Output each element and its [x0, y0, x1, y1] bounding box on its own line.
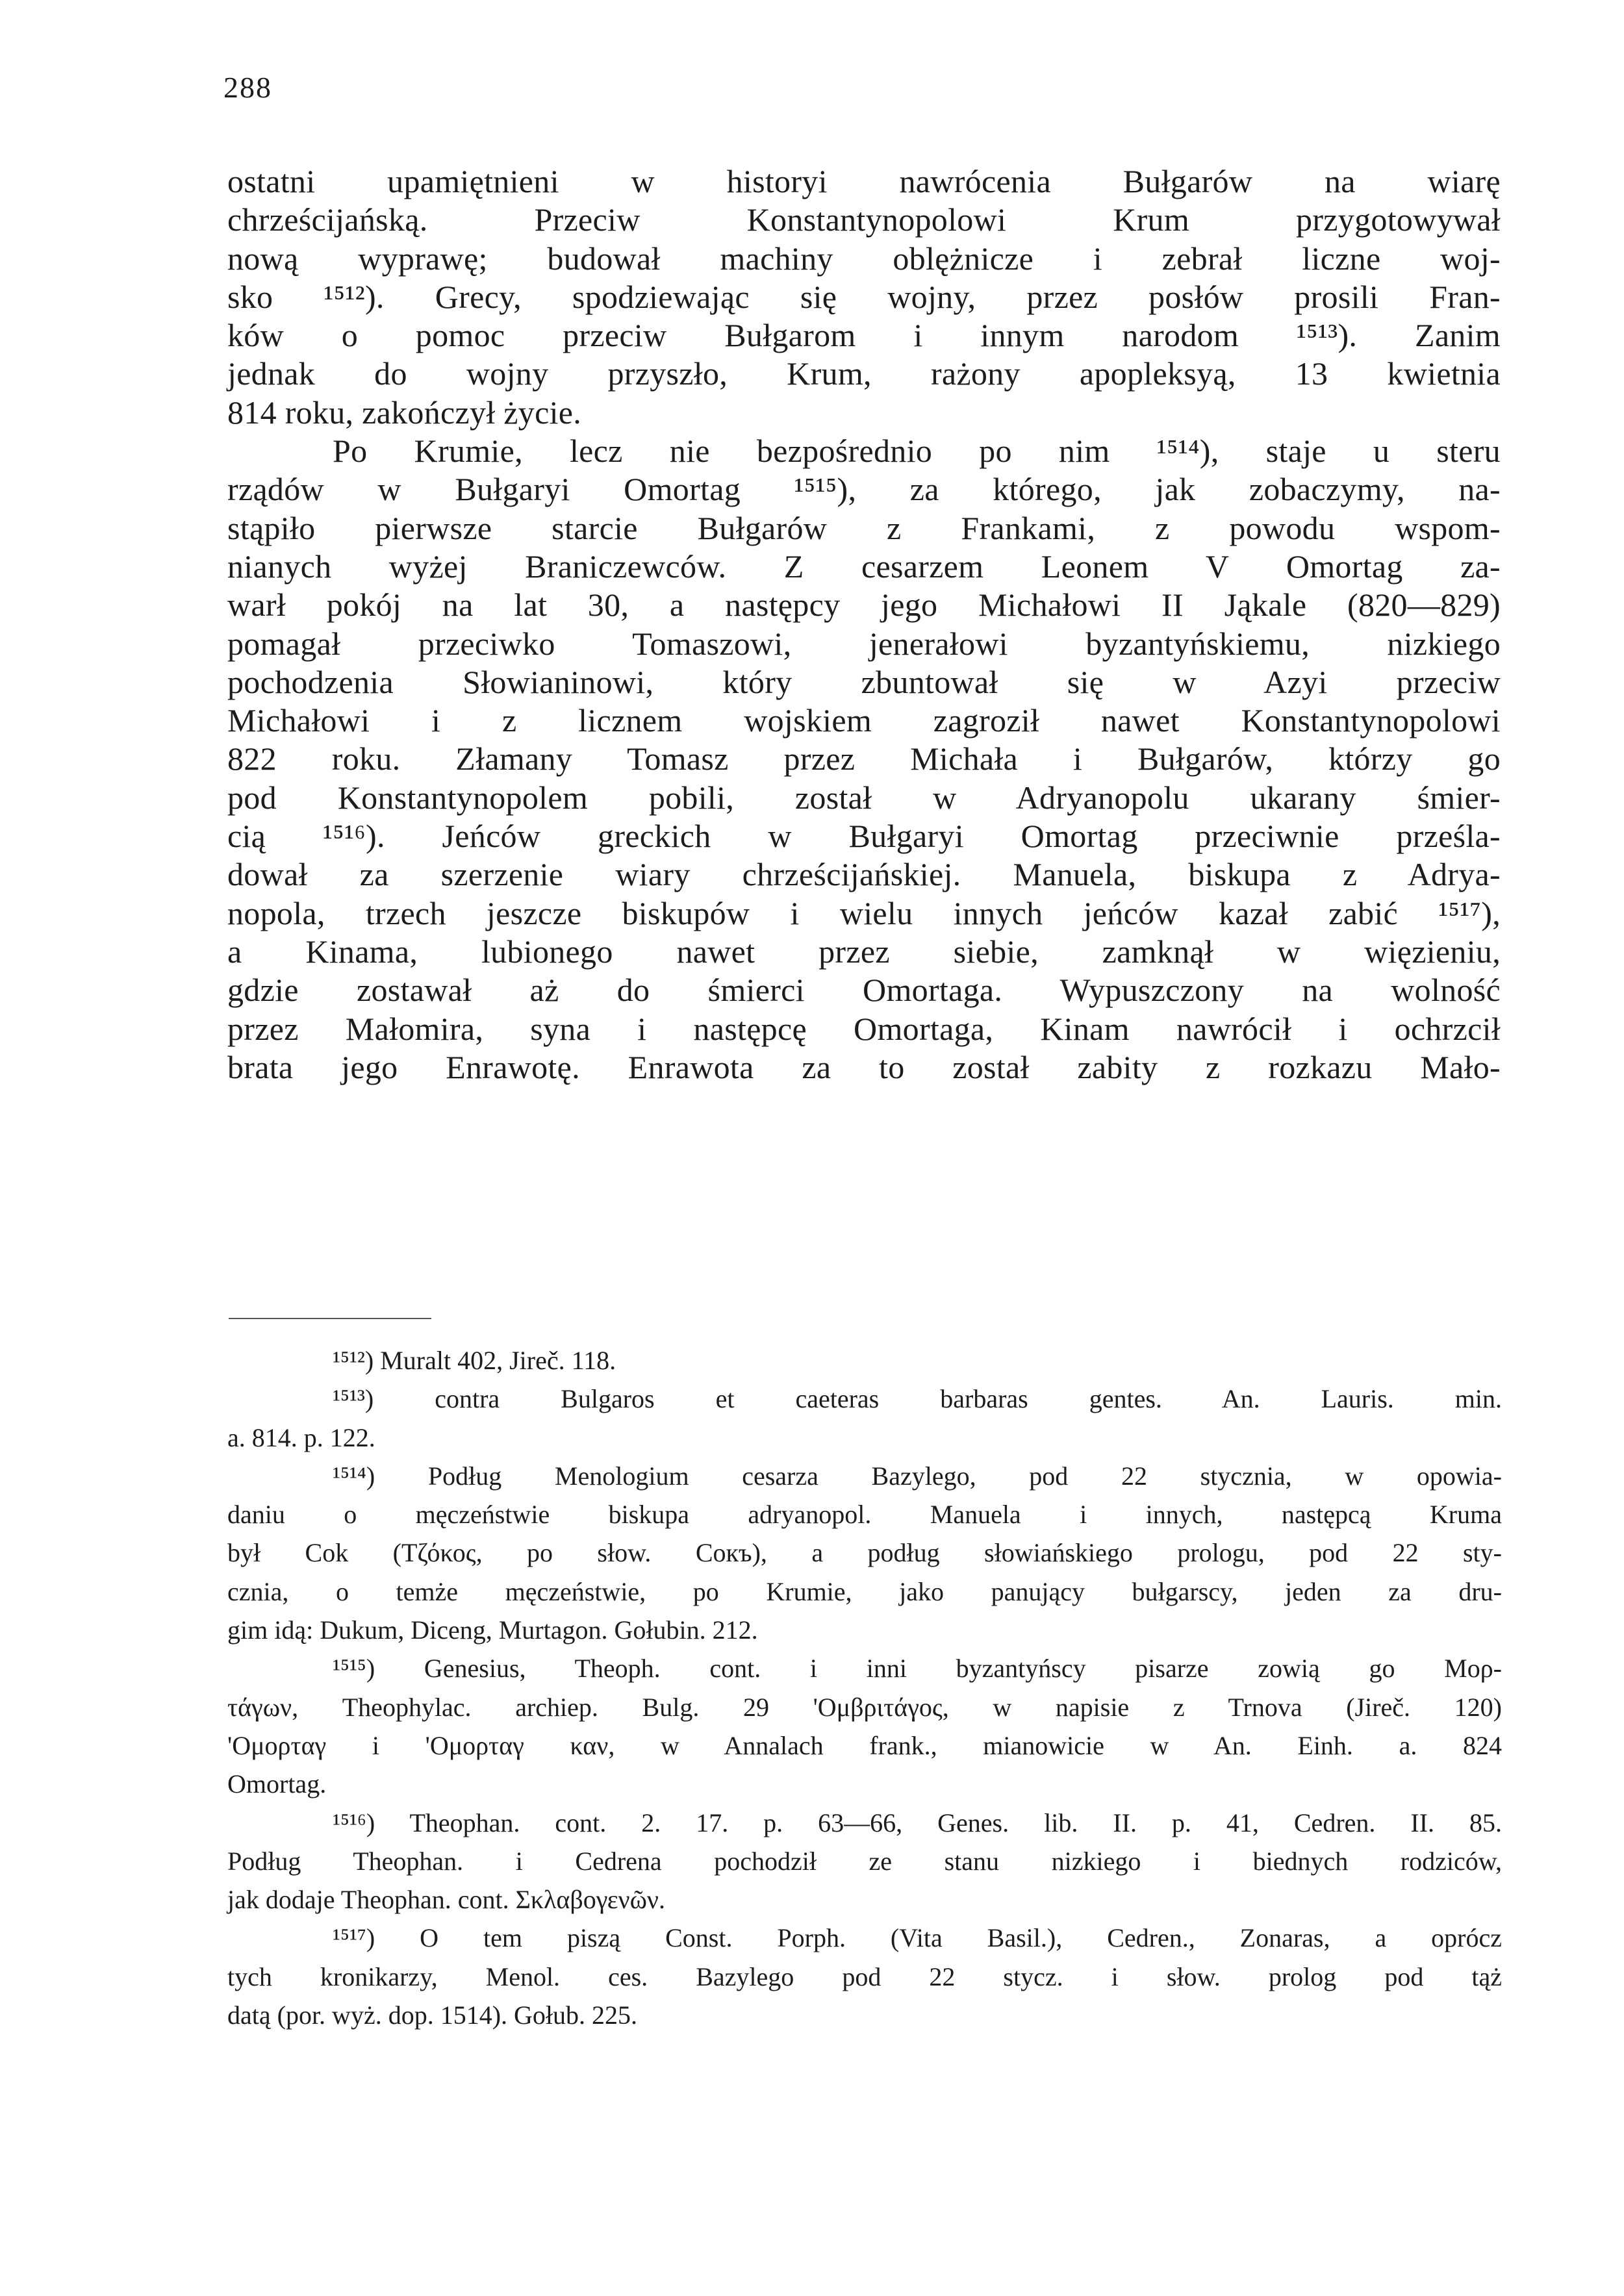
footnote-line: datą (por. wyż. dop. 1514). Gołub. 225. — [227, 2000, 638, 2030]
footnote-line: tych kronikarzy, Menol. ces. Bazylego pod 22 stycz. i słow. prolog pod tąż — [227, 1962, 1502, 1991]
body-line: Po Krumie, lecz nie bezpośrednio po nim ¹⁵¹⁴), staje u steru — [333, 433, 1501, 470]
footnote-line: ¹⁵¹⁶) Theophan. cont. 2. 17. p. 63—66, Genes. lib. II. p. 41, Cedren. II. 85. — [333, 1808, 1502, 1837]
body-line: pomagał przeciwko Tomaszowi, jenerałowi byzantyńskiemu, nizkiego — [227, 625, 1501, 662]
body-text — [227, 162, 1501, 1087]
footnote-divider — [229, 1318, 431, 1319]
footnote-line: Podług Theophan. i Cedrena pochodził ze stanu nizkiego i biednych rodziców, — [227, 1846, 1502, 1876]
footnote-line: a. 814. p. 122. — [227, 1422, 375, 1452]
footnote-line: jak dodaje Theophan. cont. Σκλαβογενῶν. — [227, 1885, 666, 1915]
body-line: 822 roku. Złamany Tomasz przez Michała i Bułgarów, którzy go — [227, 740, 1501, 777]
body-line: Michałowi i z licznem wojskiem zagroził nawet Konstantynopolowi — [227, 702, 1501, 739]
footnote-line: Omortag. — [227, 1769, 327, 1799]
footnote-line: ¹⁵¹⁵) Genesius, Theoph. cont. i inni byzantyńscy pisarze zowią go Μορ- — [333, 1654, 1502, 1684]
footnote-line: cznia, o temże męczeństwie, po Krumie, jako panujący bułgarscy, jeden za dru- — [227, 1576, 1502, 1606]
body-line: nianych wyżej Braniczewców. Z cesarzem Leonem V Omortag za- — [227, 548, 1501, 585]
body-line: pod Konstantynopolem pobili, został w Adryanopolu ukarany śmier- — [227, 779, 1501, 816]
body-line: nową wyprawę; budował machiny oblężnicze i zebrał liczne woj- — [227, 240, 1501, 277]
body-line: stąpiło pierwsze starcie Bułgarów z Frankami, z powodu wspom- — [227, 509, 1501, 546]
footnote-line: τάγων, Theophylac. archiep. Bulg. 29 'Ομβριτάγος, w napisie z Trnova (Jireč. 120) — [227, 1692, 1502, 1722]
body-line: dował za szerzenie wiary chrześcijańskiej. Manuela, biskupa z Adrya- — [227, 856, 1501, 893]
footnote-line: ¹⁵¹²) Muralt 402, Jireč. 118. — [333, 1346, 616, 1375]
footnote-line: ¹⁵¹⁴) Podług Menologium cesarza Bazylego, pod 22 stycznia, w opowia- — [333, 1461, 1502, 1491]
body-line: ków o pomoc przeciw Bułgarom i innym narodom ¹⁵¹³). Zanim — [227, 317, 1501, 354]
body-line: brata jego Enrawotę. Enrawota za to został zabity z rozkazu Mało- — [227, 1048, 1501, 1085]
body-line: przez Małomira, syna i następcę Omortaga, Kinam nawrócił i ochrzcił — [227, 1010, 1501, 1047]
footnote-line: daniu o męczeństwie biskupa adryanopol. Manuela i innych, następcą Kruma — [227, 1500, 1502, 1530]
body-line: sko ¹⁵¹²). Grecy, spodziewając się wojny, przez posłów prosili Fran- — [227, 278, 1501, 315]
footnote-line: gim idą: Dukum, Diceng, Murtagon. Gołubin. 212. — [227, 1615, 758, 1645]
body-line: gdzie zostawał aż do śmierci Omortaga. Wypuszczony na wolność — [227, 972, 1501, 1009]
body-line: warł pokój na lat 30, a następcy jego Michałowi II Jąkale (820—829) — [227, 587, 1501, 624]
body-line: 814 roku, zakończył życie. — [227, 394, 582, 431]
footnote-line: ¹⁵¹³) contra Bulgaros et caeteras barbaras gentes. An. Lauris. min. — [333, 1384, 1502, 1414]
body-line: jednak do wojny przyszło, Krum, rażony apopleksyą, 13 kwietnia — [227, 355, 1501, 392]
footnote-line: 'Ομορταγ i 'Ομορταγ καν, w Annalach frank., mianowicie w An. Einh. a. 824 — [227, 1730, 1502, 1760]
page-number: 288 — [223, 71, 272, 104]
footnotes — [227, 1341, 1502, 2034]
footnote-line: był Cok (Τζόκος, po słow. Сокъ), a podług słowiańskiego prologu, pod 22 sty- — [227, 1538, 1502, 1568]
footnote-line: ¹⁵¹⁷) O tem piszą Const. Porph. (Vita Basil.), Cedren., Zonaras, a oprócz — [333, 1923, 1502, 1953]
body-line: a Kinama, lubionego nawet przez siebie, zamknął w więzieniu, — [227, 933, 1501, 970]
body-line: cią ¹⁵¹⁶). Jeńców greckich w Bułgaryi Omortag przeciwnie prześla- — [227, 818, 1501, 855]
body-line: pochodzenia Słowianinowi, który zbuntował się w Azyi przeciw — [227, 663, 1501, 700]
body-line: nopola, trzech jeszcze biskupów i wielu innych jeńców kazał zabić ¹⁵¹⁷), — [227, 894, 1501, 931]
body-line: chrześcijańską. Przeciw Konstantynopolowi Krum przygotowywał — [227, 201, 1501, 238]
body-line: rządów w Bułgaryi Omortag ¹⁵¹⁵), za którego, jak zobaczymy, na- — [227, 471, 1501, 508]
body-line: ostatni upamiętnieni w historyi nawrócenia Bułgarów na wiarę — [227, 163, 1501, 199]
